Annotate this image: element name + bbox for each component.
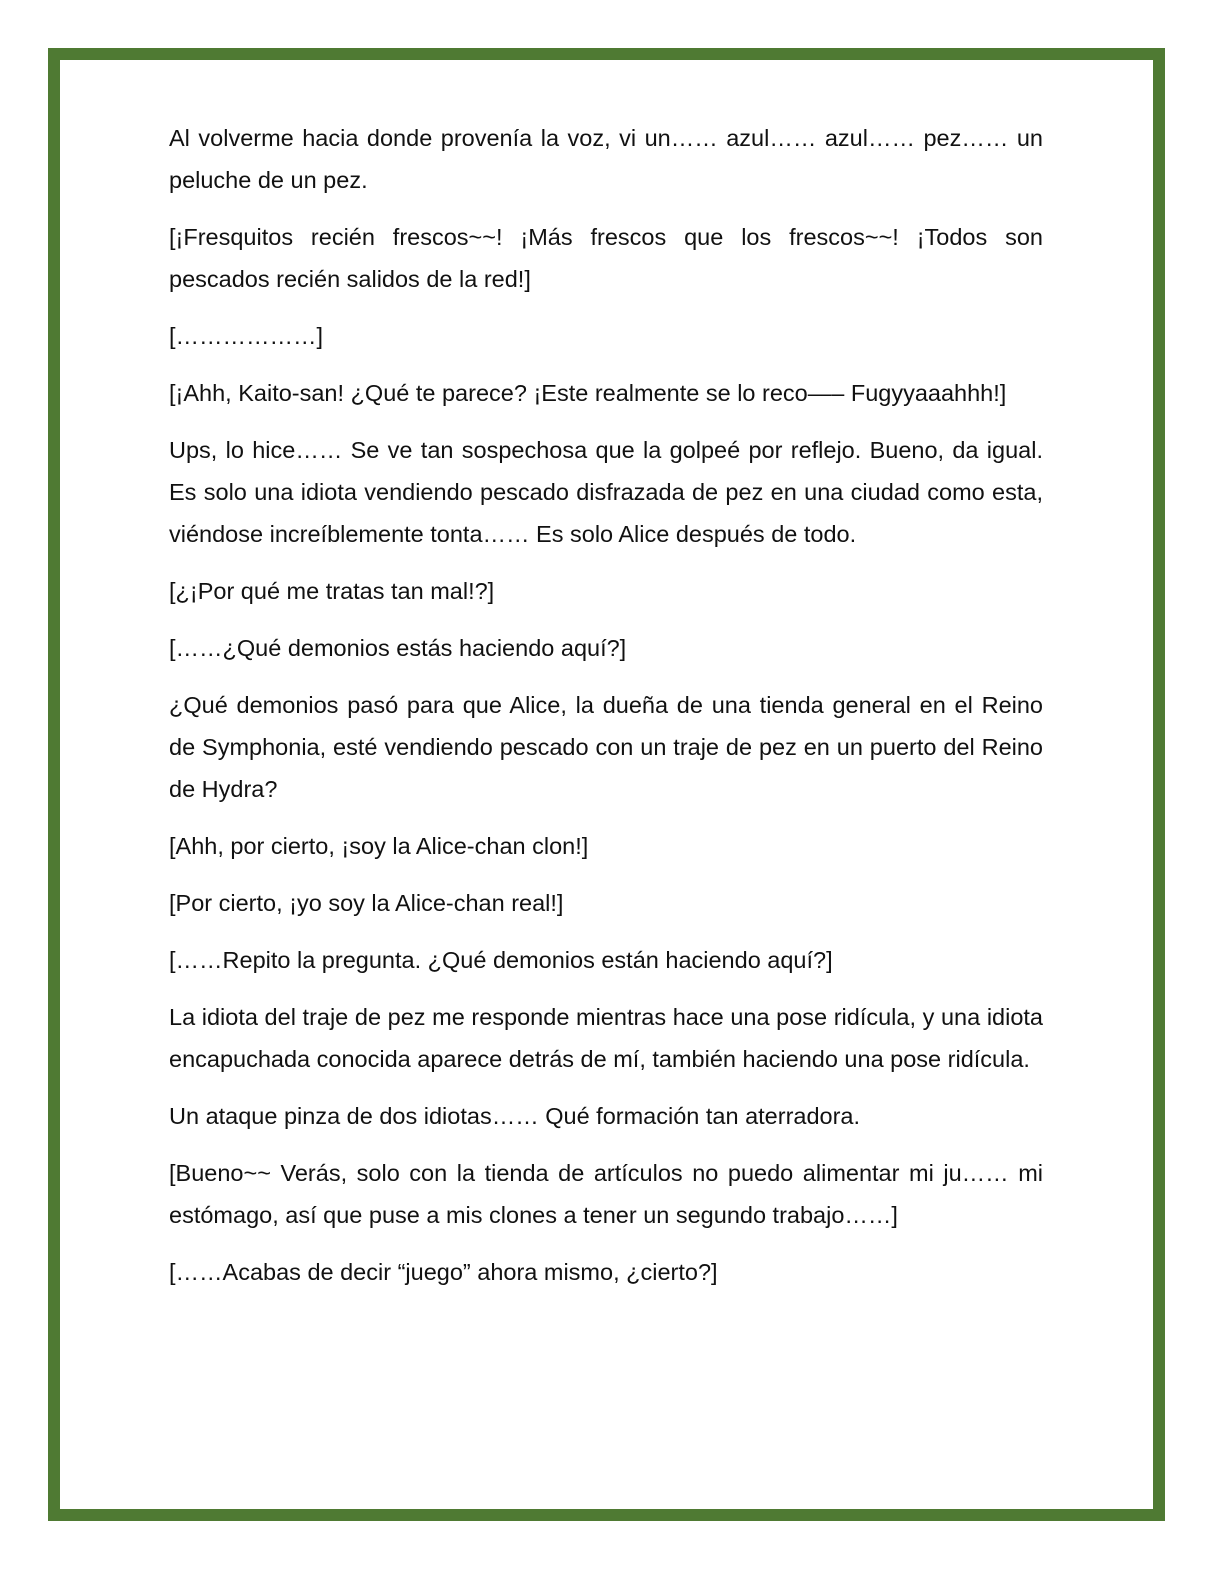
paragraph: [………………]: [169, 323, 324, 349]
paragraph: La idiota del traje de pez me responde mientras hace una pose ridícula, y una idiota encapuchada conocida aparece detrás de mí, también haciendo una pose ridícula.: [169, 1004, 1043, 1072]
paragraph: [……Acabas de decir “juego” ahora mismo, ¿cierto?]: [169, 1259, 718, 1285]
paragraph: [Bueno~~ Verás, solo con la tienda de artículos no puedo alimentar mi ju…… mi estómago, así que puse a mis clones a tener un segundo trabajo……]: [169, 1160, 1043, 1228]
paragraph: [Ahh, por cierto, ¡soy la Alice-chan clon!]: [169, 833, 589, 859]
paragraph: [¡Ahh, Kaito-san! ¿Qué te parece? ¡Este realmente se lo reco—– Fugyyaaahhh!]: [169, 380, 1007, 406]
paragraph: [Por cierto, ¡yo soy la Alice-chan real!]: [169, 890, 564, 916]
paragraph: [……¿Qué demonios estás haciendo aquí?]: [169, 635, 627, 661]
document-body: [169, 117, 1043, 1308]
paragraph: Un ataque pinza de dos idiotas…… Qué formación tan aterradora.: [169, 1103, 861, 1129]
paragraph: ¿Qué demonios pasó para que Alice, la dueña de una tienda general en el Reino de Symphonia, esté vendiendo pescado con un traje de pez en un puerto del Reino de Hydra?: [169, 692, 1043, 802]
paragraph: Al volverme hacia donde provenía la voz, vi un…… azul…… azul…… pez…… un peluche de un pez.: [169, 125, 1043, 193]
paragraph: [¿¡Por qué me tratas tan mal!?]: [169, 578, 495, 604]
paragraph: [……Repito la pregunta. ¿Qué demonios están haciendo aquí?]: [169, 947, 833, 973]
paragraph: Ups, lo hice…… Se ve tan sospechosa que la golpeé por reflejo. Bueno, da igual. Es solo una idiota vendiendo pescado disfrazada de pez en una ciudad como esta, viéndose increíblemente tonta…… Es solo Alice después de todo.: [169, 437, 1043, 547]
paragraph: [¡Fresquitos recién frescos~~! ¡Más frescos que los frescos~~! ¡Todos son pescados recién salidos de la red!]: [169, 224, 1043, 292]
